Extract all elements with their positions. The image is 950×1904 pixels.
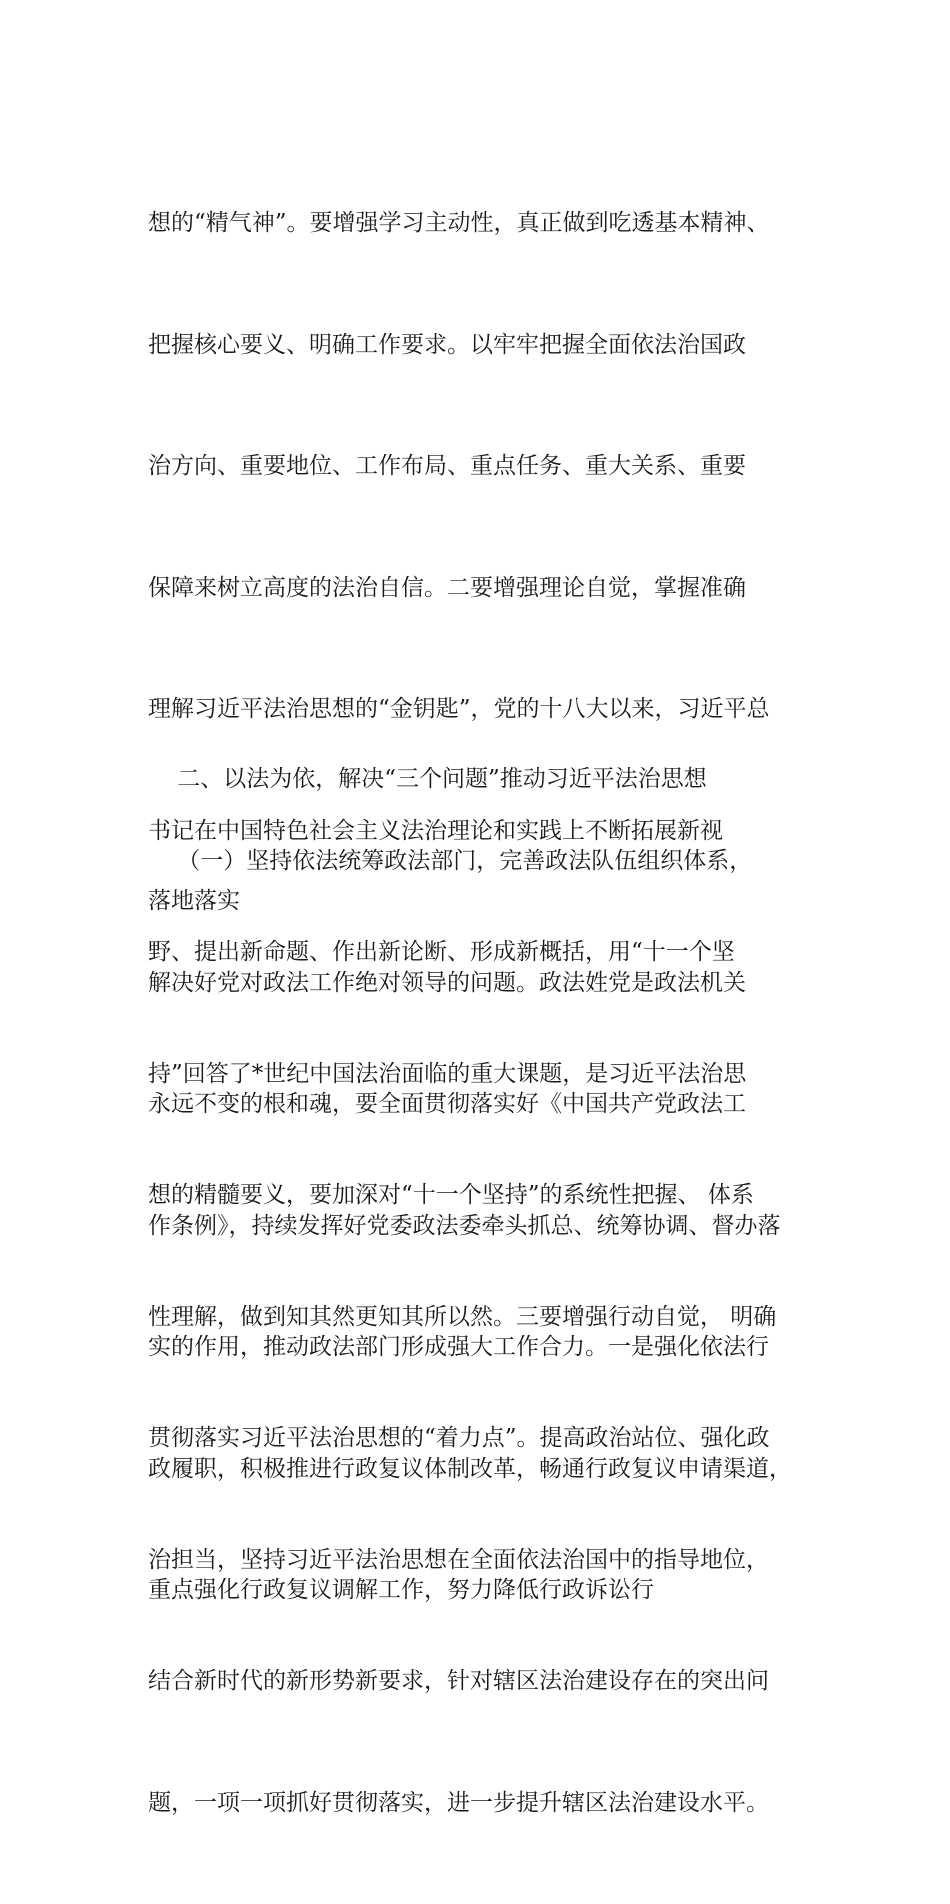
paragraph-line: 保障来树立高度的法治自信。二要增强理论自觉，掌握准确 [148,574,746,601]
paragraph-line: 治担当，坚持习近平法治思想在全面依法治国中的指导地位， [148,1546,769,1573]
paragraph-line: 书记在中国特色社会主义法治理论和实践上不断拓展新视 [148,817,723,844]
heading-line: 落地落实 [148,887,240,914]
paragraph-line: 理解习近平法治思想的“金钥匙”，党的十八大以来，习近平总 [148,696,770,722]
paragraph-line: 持”回答了*世纪中国法治面临的重大课题，是习近平法治思 [148,1060,747,1087]
paragraph-line: 治方向、重要地位、工作布局、重点任务、重大关系、重要 [148,453,746,479]
paragraph-line: 把握核心要义、明确工作要求。以牢牢把握全面依法治国政 [148,331,746,358]
paragraph-line: 解决好党对政法工作绝对领导的问题。政法姓党是政法机关 [148,969,746,996]
paragraph-line: 野、提出新命题、作出新论断、形成新概括，用“十一个坚 [148,939,735,965]
paragraph-line: 实的作用，推动政法部门形成强大工作合力。一是强化依法行 [148,1334,769,1360]
paragraph-2 [148,760,838,1692]
paragraph-line: 政履职，积极推进行政复议体制改革，畅通行政复议申请渠道， [148,1455,792,1482]
paragraph-line: （一）坚持依法统筹政法部门，完善政法队伍组织体系， [148,848,753,874]
paragraph-line: 想的精髓要义，要加深对“十一个坚持”的系统性把握、 体系 [148,1182,754,1208]
paragraph-line: 结合新时代的新形势新要求，针对辖区法治建设存在的突出问 [148,1668,769,1694]
paragraph-line: 想的“精气神”。要增强学习主动性，真正做到吃透基本精神、 [148,210,770,236]
paragraph-line: 题，一项一项抓好贯彻落实，进一步提升辖区法治建设水平。 [148,1789,769,1816]
paragraph-line: 作条例》，持续发挥好党委政法委牵头抓总、统筹协调、督办落 [148,1212,781,1239]
heading-line: 二、以法为依，解决“三个问题”推动习近平法治思想 [148,766,707,792]
paragraph-line: 永远不变的根和魂，要全面贯彻落实好《中国共产党政法工 [148,1091,746,1117]
paragraph-line: 贯彻落实习近平法治思想的“着力点”。提高政治站位、强化政 [148,1425,770,1451]
paragraph-line: 性理解，做到知其然更知其所以然。三要增强行动自觉， 明确 [148,1303,777,1330]
paragraph-line: 重点强化行政复议调解工作，努力降低行政诉讼行 [148,1577,654,1603]
